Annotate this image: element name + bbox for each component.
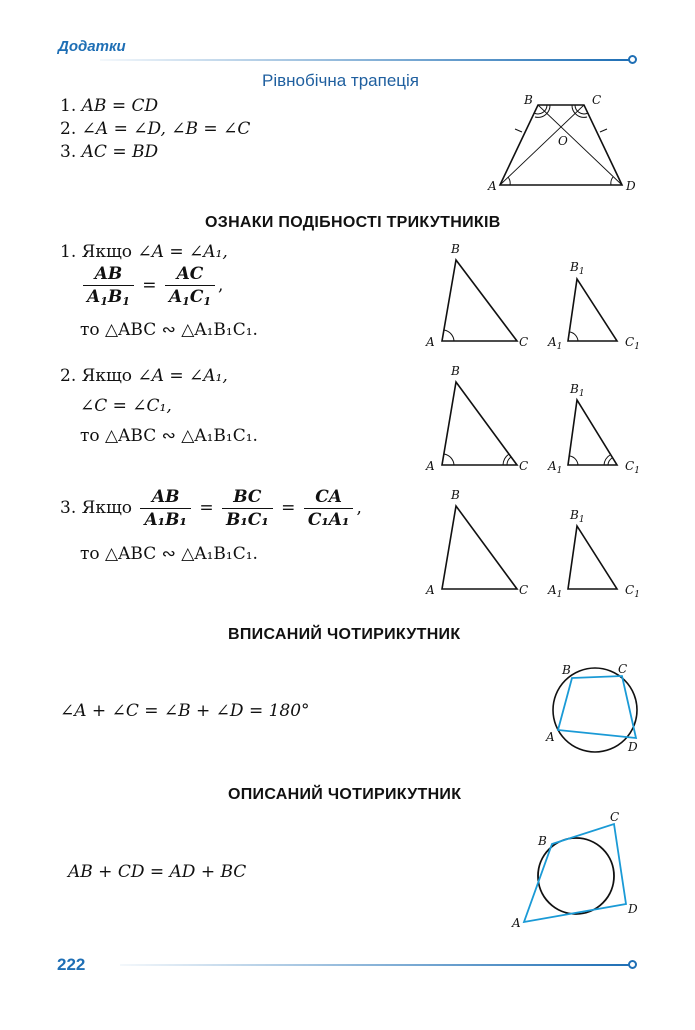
criterion-1-conclusion: то △ABC ∾ △A₁B₁C₁. <box>80 320 258 340</box>
label-b1: $B_1$ <box>570 382 585 399</box>
label-b: B <box>451 364 460 378</box>
criterion-2-line-1 <box>60 366 228 386</box>
item-text: ∠A = ∠D, ∠B = ∠C <box>81 119 251 139</box>
circumscribed-formula: AB + CD = AD + BC <box>68 862 247 882</box>
fraction-denominator: $A_1C_1$ <box>168 287 211 308</box>
trapezoid-item-3 <box>60 142 158 162</box>
label-c: C <box>519 459 529 473</box>
fraction-numerator: BC <box>222 487 273 509</box>
comma: , <box>218 275 224 296</box>
label-d: D <box>628 740 638 754</box>
circumscribed-title: ОПИСАНИЙ ЧОТИРИКУТНИК <box>228 786 462 803</box>
label-b: B <box>451 488 460 502</box>
label-o: O <box>558 134 568 148</box>
similarity-title: ОЗНАКИ ПОДІБНОСТІ ТРИКУТНИКІВ <box>205 214 501 231</box>
item-number: 2. <box>60 119 77 139</box>
fraction-denominator: B₁C₁ <box>225 510 269 530</box>
header-rule <box>100 59 630 61</box>
label-c1: $C_1$ <box>625 583 640 600</box>
label-b: B <box>451 242 460 256</box>
fraction-numerator: CA <box>304 487 354 509</box>
label-a: A <box>426 459 435 473</box>
if-word: Якщо <box>81 498 133 518</box>
angle-a1-arc <box>570 456 578 465</box>
circumcircle <box>553 668 637 752</box>
triangles-criterion-2 <box>420 362 650 480</box>
tick-cd <box>600 129 607 132</box>
triangle-a1b1c1 <box>568 526 617 589</box>
circumscribed-figure <box>506 808 650 936</box>
triangle-abc <box>442 260 517 341</box>
criterion-2-line-2: ∠C = ∠C₁, <box>80 396 172 416</box>
triangles-criterion-1 <box>420 238 650 356</box>
header-rule-dot <box>628 55 637 64</box>
criterion-2-conclusion: то △ABC ∾ △A₁B₁C₁. <box>80 426 258 446</box>
angle-a1-arc <box>570 332 578 341</box>
label-a1: $A_1$ <box>548 459 563 476</box>
fraction-denominator: A₁B₁ <box>144 510 187 530</box>
label-a1: $A_1$ <box>548 583 563 600</box>
criterion-number: 3. <box>60 498 77 518</box>
triangle-abc <box>442 506 517 589</box>
label-b: B <box>524 93 533 107</box>
criterion-number: 2. <box>60 366 77 386</box>
trapezoid-item-2 <box>60 119 250 139</box>
label-c: C <box>610 810 620 824</box>
footer-rule-dot <box>628 960 637 969</box>
angle-a-arc <box>444 330 454 341</box>
angle-c1-arc-2 <box>604 455 610 465</box>
comma: , <box>356 498 362 518</box>
angle-c1-arc-1 <box>608 458 612 465</box>
label-a: A <box>426 583 435 597</box>
fraction-numerator: AB <box>140 487 190 509</box>
label-c: C <box>592 93 602 107</box>
criterion-number: 1. <box>60 242 77 262</box>
fraction-ab-a1b1 <box>140 487 190 530</box>
label-b1: $B_1$ <box>570 508 585 525</box>
fraction-numerator: AC <box>165 264 215 286</box>
item-number: 1. <box>60 96 77 116</box>
label-a: A <box>512 916 521 930</box>
triangle-abc <box>442 382 517 465</box>
inscribed-formula: ∠A + ∠C = ∠B + ∠D = 180° <box>60 701 310 721</box>
page-number: 222 <box>57 955 86 974</box>
angle-a-arc <box>444 454 454 465</box>
label-c: C <box>618 662 628 676</box>
label-c1: $C_1$ <box>625 459 640 476</box>
item-number: 3. <box>60 142 77 162</box>
label-c1: $C_1$ <box>625 335 640 352</box>
fraction-denominator: $A_1B_1$ <box>87 287 130 308</box>
if-word: Якщо <box>81 366 133 386</box>
criterion-3-line-1 <box>60 487 362 530</box>
trapezoid-item-1 <box>60 96 158 116</box>
angle-c-arc-1 <box>507 457 511 465</box>
criterion-1-line-1 <box>60 242 228 262</box>
criterion-1-ratio <box>80 264 223 308</box>
label-a: A <box>426 335 435 349</box>
triangle-a1b1c1 <box>568 279 617 341</box>
fraction-numerator: AB <box>83 264 134 286</box>
angle-equality: ∠A = ∠A₁, <box>137 366 228 386</box>
tick-ab <box>515 129 522 132</box>
trapezoid-title: Рівнобічна трапеція <box>262 71 420 90</box>
equals-sign: = <box>142 275 157 296</box>
label-c: C <box>519 583 529 597</box>
angle-d-arc <box>611 177 613 185</box>
item-text: AC = BD <box>81 142 159 162</box>
label-b1: $B_1$ <box>570 260 585 277</box>
label-a1: $A_1$ <box>548 335 563 352</box>
fraction-bc-b1c1 <box>222 487 273 530</box>
if-word: Якщо <box>81 242 133 262</box>
equals-sign: = <box>199 498 214 518</box>
label-d: D <box>626 179 636 193</box>
criterion-3-conclusion: то △ABC ∾ △A₁B₁C₁. <box>80 544 258 564</box>
label-a: A <box>488 179 497 193</box>
label-a: A <box>546 730 555 744</box>
fraction-denominator: C₁A₁ <box>307 510 350 530</box>
fraction-ca-c1a1 <box>304 487 354 530</box>
label-b: B <box>562 663 571 677</box>
section-label: Додатки <box>58 38 126 55</box>
inscribed-title: ВПИСАНИЙ ЧОТИРИКУТНИК <box>228 626 461 643</box>
fraction-ab-a1b1 <box>83 264 134 308</box>
label-d: D <box>628 902 638 916</box>
angle-a-arc <box>508 177 510 185</box>
equals-sign: = <box>281 498 296 518</box>
fraction-ac-a1c1 <box>165 264 215 308</box>
label-b: B <box>538 834 547 848</box>
inscribed-quadrilateral <box>558 676 636 738</box>
footer-rule <box>120 964 630 966</box>
label-c: C <box>519 335 529 349</box>
trapezoid-figure <box>480 90 650 200</box>
item-text: AB = CD <box>81 96 159 116</box>
angle-equality: ∠A = ∠A₁, <box>137 242 228 262</box>
triangles-criterion-3 <box>420 486 650 604</box>
inscribed-figure <box>540 660 650 760</box>
